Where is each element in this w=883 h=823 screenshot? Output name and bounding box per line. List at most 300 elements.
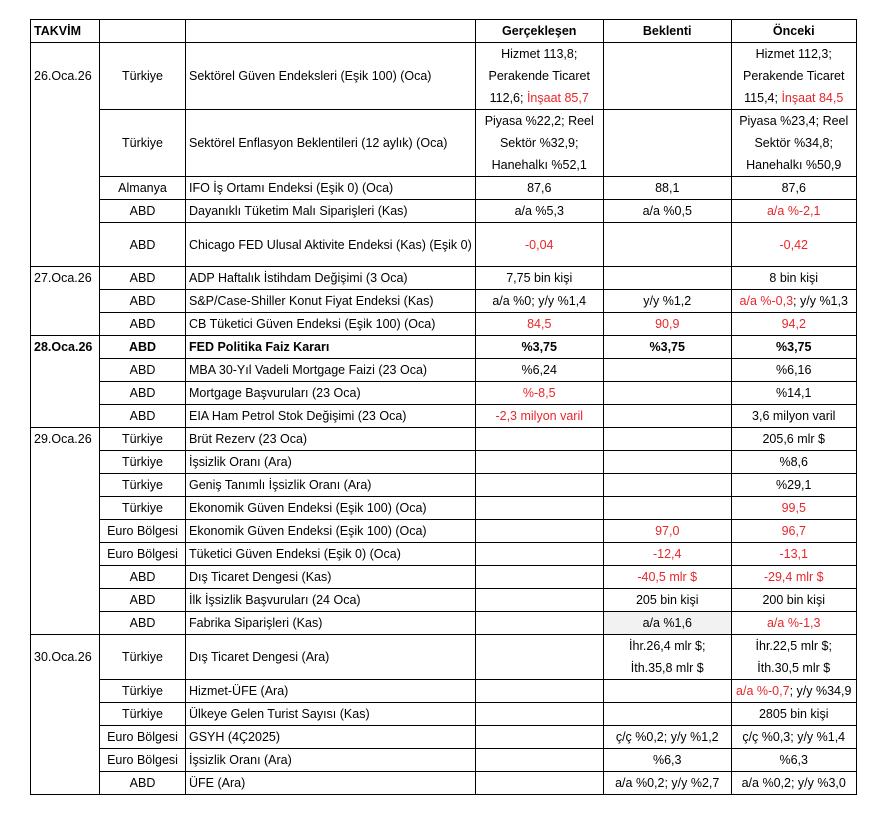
actual-cell <box>475 110 603 177</box>
event-cell: Ekonomik Güven Endeksi (Eşik 100) (Oca) <box>186 497 476 520</box>
event-cell: Fabrika Siparişleri (Kas) <box>186 612 476 635</box>
expected-cell <box>603 200 731 223</box>
o-value: Perakende Ticaret <box>743 69 845 83</box>
expected-cell <box>603 635 731 680</box>
event-cell: GSYH (4Ç2025) <box>186 726 476 749</box>
actual-cell <box>475 451 603 474</box>
actual-cell <box>475 405 603 428</box>
table-row <box>31 566 857 589</box>
o-value: a/a %-1,3 <box>766 616 821 630</box>
o-value: -29,4 mlr $ <box>763 570 824 584</box>
event-cell: Mortgage Başvuruları (23 Oca) <box>186 382 476 405</box>
o-value: 115,4; <box>744 91 782 105</box>
date-cell <box>31 405 100 428</box>
o-value: %8,6 <box>779 455 808 469</box>
table-row <box>31 43 857 110</box>
b-value: 90,9 <box>655 317 680 331</box>
event-cell: Brüt Rezerv (23 Oca) <box>186 428 476 451</box>
o-value: 8 bin kişi <box>769 271 819 285</box>
b-value: 88,1 <box>655 181 680 195</box>
country-cell: Türkiye <box>100 110 186 177</box>
o-value: Hizmet 112,3; <box>755 47 832 61</box>
country-cell: Euro Bölgesi <box>100 520 186 543</box>
o-value: a/a %-0,7 <box>736 684 790 698</box>
country-cell: ABD <box>100 223 186 267</box>
b-line <box>607 589 728 611</box>
country-cell: ABD <box>100 200 186 223</box>
table-row <box>31 177 857 200</box>
actual-cell <box>475 520 603 543</box>
header-onceki: Önceki <box>731 20 856 43</box>
previous-cell <box>731 497 856 520</box>
date-cell <box>31 772 100 795</box>
actual-cell <box>475 177 603 200</box>
o-value: %29,1 <box>776 478 812 492</box>
o-line <box>735 612 853 634</box>
table-row <box>31 612 857 635</box>
event-cell: Sektörel Güven Endeksleri (Eşik 100) (Oca) <box>186 43 476 110</box>
date-cell <box>31 177 100 200</box>
expected-cell <box>603 497 731 520</box>
expected-cell <box>603 177 731 200</box>
o-value: 94,2 <box>781 317 806 331</box>
actual-cell <box>475 223 603 267</box>
o-line <box>735 200 853 222</box>
table-row <box>31 267 857 290</box>
o-value: 96,7 <box>781 524 806 538</box>
date-cell <box>31 290 100 313</box>
b-value: %3,75 <box>649 340 685 354</box>
b-line <box>607 749 728 771</box>
expected-cell <box>603 749 731 772</box>
date-cell <box>31 703 100 726</box>
b-line <box>607 635 728 657</box>
o-line <box>735 359 853 381</box>
date-cell: 26.Oca.26 <box>31 43 100 110</box>
table-row <box>31 313 857 336</box>
country-cell: ABD <box>100 382 186 405</box>
o-value: 200 bin kişi <box>762 593 825 607</box>
country-cell: ABD <box>100 267 186 290</box>
date-cell <box>31 543 100 566</box>
table-row <box>31 726 857 749</box>
header-row <box>31 20 857 43</box>
date-cell: 30.Oca.26 <box>31 635 100 680</box>
date-cell <box>31 589 100 612</box>
previous-cell <box>731 359 856 382</box>
o-line <box>735 267 853 289</box>
actual-cell <box>475 359 603 382</box>
previous-cell <box>731 474 856 497</box>
country-cell: Euro Bölgesi <box>100 543 186 566</box>
previous-cell <box>731 267 856 290</box>
b-value: a/a %1,6 <box>642 616 692 630</box>
o-line <box>735 428 853 450</box>
o-line <box>735 336 853 358</box>
b-value: y/y %1,2 <box>643 294 692 308</box>
table-row <box>31 749 857 772</box>
date-cell <box>31 726 100 749</box>
actual-cell <box>475 566 603 589</box>
date-cell: 28.Oca.26 <box>31 336 100 359</box>
o-line <box>735 635 853 657</box>
actual-cell <box>475 680 603 703</box>
table-row <box>31 290 857 313</box>
country-cell: ABD <box>100 566 186 589</box>
g-value: Sektör %32,9; <box>499 136 579 150</box>
o-value: ; y/y %34,9 <box>789 684 852 698</box>
b-line <box>607 313 728 335</box>
g-line <box>479 132 600 154</box>
previous-cell <box>731 382 856 405</box>
expected-cell <box>603 612 731 635</box>
expected-cell <box>603 382 731 405</box>
g-line <box>479 65 600 87</box>
event-cell: EIA Ham Petrol Stok Değişimi (23 Oca) <box>186 405 476 428</box>
table-row <box>31 382 857 405</box>
b-value: -40,5 mlr $ <box>637 570 698 584</box>
o-value: -0,42 <box>779 237 808 252</box>
g-line <box>479 43 600 65</box>
o-line <box>735 87 853 109</box>
g-value: Hanehalkı %52,1 <box>491 158 587 172</box>
expected-cell <box>603 726 731 749</box>
previous-cell <box>731 336 856 359</box>
table-row <box>31 520 857 543</box>
g-line <box>479 359 600 381</box>
date-cell <box>31 749 100 772</box>
actual-cell <box>475 543 603 566</box>
country-cell: ABD <box>100 772 186 795</box>
o-value: %14,1 <box>776 386 812 400</box>
g-value: -2,3 milyon varil <box>495 409 583 423</box>
g-value: 84,5 <box>527 317 552 331</box>
o-value: İth.30,5 mlr $ <box>757 661 831 675</box>
table-row <box>31 359 857 382</box>
table-row <box>31 223 857 267</box>
b-value: -12,4 <box>652 547 682 561</box>
event-cell: Dayanıklı Tüketim Malı Siparişleri (Kas) <box>186 200 476 223</box>
b-line <box>607 657 728 679</box>
previous-cell <box>731 749 856 772</box>
country-cell: Türkiye <box>100 635 186 680</box>
date-cell <box>31 223 100 267</box>
header-takvim: TAKVİM <box>31 20 100 43</box>
date-cell <box>31 313 100 336</box>
g-line <box>479 382 600 404</box>
g-value: a/a %5,3 <box>514 204 564 218</box>
table-row <box>31 428 857 451</box>
b-value: a/a %0,2; y/y %2,7 <box>615 776 720 790</box>
o-line <box>735 290 853 312</box>
table-row <box>31 497 857 520</box>
table-row <box>31 405 857 428</box>
event-cell: Tüketici Güven Endeksi (Eşik 0) (Oca) <box>186 543 476 566</box>
event-cell: İşsizlik Oranı (Ara) <box>186 451 476 474</box>
o-line <box>735 313 853 335</box>
o-line <box>735 132 853 154</box>
actual-cell <box>475 772 603 795</box>
b-value: ç/ç %0,2; y/y %1,2 <box>615 730 719 744</box>
g-line <box>479 87 600 109</box>
b-line <box>607 726 728 748</box>
actual-cell <box>475 313 603 336</box>
o-value: 87,6 <box>781 181 806 195</box>
event-cell: Dış Ticaret Dengesi (Ara) <box>186 635 476 680</box>
b-line <box>607 612 728 634</box>
table-row <box>31 474 857 497</box>
country-cell: Almanya <box>100 177 186 200</box>
g-value: 112,6; <box>489 91 527 105</box>
previous-cell <box>731 520 856 543</box>
actual-cell <box>475 428 603 451</box>
o-value: %3,75 <box>776 340 812 354</box>
g-line <box>479 405 600 427</box>
table-row <box>31 589 857 612</box>
o-line <box>735 405 853 427</box>
date-cell <box>31 359 100 382</box>
expected-cell <box>603 680 731 703</box>
country-cell: Euro Bölgesi <box>100 749 186 772</box>
o-value: a/a %-2,1 <box>766 204 821 218</box>
calendar-body <box>31 43 857 795</box>
country-cell: ABD <box>100 589 186 612</box>
b-line <box>607 200 728 222</box>
o-value: ç/ç %0,3; y/y %1,4 <box>742 730 846 744</box>
o-value: %6,3 <box>779 753 808 767</box>
header-gerceklesen: Gerçekleşen <box>475 20 603 43</box>
o-value: 3,6 milyon varil <box>752 409 836 423</box>
country-cell: Türkiye <box>100 428 186 451</box>
g-line <box>479 110 600 132</box>
event-cell: Chicago FED Ulusal Aktivite Endeksi (Kas) (Eşik 0) <box>186 223 476 267</box>
o-line <box>735 110 853 132</box>
actual-cell <box>475 43 603 110</box>
country-cell: Türkiye <box>100 680 186 703</box>
table-row <box>31 200 857 223</box>
event-cell: Sektörel Enflasyon Beklentileri (12 aylık) (Oca) <box>186 110 476 177</box>
o-line <box>735 657 853 679</box>
expected-cell <box>603 267 731 290</box>
o-value: Sektör %34,8; <box>754 136 833 150</box>
previous-cell <box>731 428 856 451</box>
country-cell: ABD <box>100 359 186 382</box>
o-value: ; y/y %1,3 <box>793 294 848 308</box>
previous-cell <box>731 543 856 566</box>
b-line <box>607 336 728 358</box>
actual-cell <box>475 726 603 749</box>
o-value: -13,1 <box>779 547 808 561</box>
table-row <box>31 703 857 726</box>
date-cell <box>31 451 100 474</box>
expected-cell <box>603 223 731 267</box>
g-value: Perakende Ticaret <box>488 69 590 83</box>
event-cell: Geniş Tanımlı İşsizlik Oranı (Ara) <box>186 474 476 497</box>
g-value: a/a %0; y/y %1,4 <box>492 294 587 308</box>
g-value: İnşaat 85,7 <box>526 91 589 105</box>
date-cell <box>31 612 100 635</box>
event-cell: Dış Ticaret Dengesi (Kas) <box>186 566 476 589</box>
header-beklenti: Beklenti <box>603 20 731 43</box>
previous-cell <box>731 635 856 680</box>
b-value: İth.35,8 mlr $ <box>630 661 704 675</box>
expected-cell <box>603 474 731 497</box>
date-cell: 27.Oca.26 <box>31 267 100 290</box>
o-line <box>735 497 853 519</box>
date-cell <box>31 566 100 589</box>
event-cell: S&P/Case-Shiller Konut Fiyat Endeksi (Kas) <box>186 290 476 313</box>
event-cell: CB Tüketici Güven Endeksi (Eşik 100) (Oca) <box>186 313 476 336</box>
actual-cell <box>475 635 603 680</box>
country-cell: ABD <box>100 336 186 359</box>
g-value: %3,75 <box>521 340 557 354</box>
table-row <box>31 451 857 474</box>
economic-calendar-table <box>30 19 857 795</box>
expected-cell <box>603 43 731 110</box>
expected-cell <box>603 290 731 313</box>
header-event <box>186 20 476 43</box>
actual-cell <box>475 497 603 520</box>
event-cell: İlk İşsizlik Başvuruları (24 Oca) <box>186 589 476 612</box>
g-line <box>479 267 600 289</box>
expected-cell <box>603 543 731 566</box>
expected-cell <box>603 703 731 726</box>
date-cell <box>31 382 100 405</box>
previous-cell <box>731 612 856 635</box>
b-value: 97,0 <box>655 524 680 538</box>
b-value: İhr.26,4 mlr $; <box>629 639 706 653</box>
g-line <box>479 336 600 358</box>
previous-cell <box>731 589 856 612</box>
country-cell: Türkiye <box>100 43 186 110</box>
o-line <box>735 703 853 725</box>
event-cell: Ekonomik Güven Endeksi (Eşik 100) (Oca) <box>186 520 476 543</box>
event-cell: MBA 30-Yıl Vadeli Mortgage Faizi (23 Oca) <box>186 359 476 382</box>
event-cell: ÜFE (Ara) <box>186 772 476 795</box>
previous-cell <box>731 772 856 795</box>
actual-cell <box>475 749 603 772</box>
b-value: %6,3 <box>652 753 682 767</box>
expected-cell <box>603 772 731 795</box>
expected-cell <box>603 428 731 451</box>
o-line <box>735 680 853 702</box>
event-cell: ADP Haftalık İstihdam Değişimi (3 Oca) <box>186 267 476 290</box>
actual-cell <box>475 589 603 612</box>
header-country <box>100 20 186 43</box>
expected-cell <box>603 336 731 359</box>
o-line <box>735 154 853 176</box>
previous-cell <box>731 223 856 267</box>
o-line <box>735 566 853 588</box>
table-row <box>31 635 857 680</box>
expected-cell <box>603 405 731 428</box>
previous-cell <box>731 177 856 200</box>
actual-cell <box>475 290 603 313</box>
date-cell <box>31 680 100 703</box>
g-value: %-8,5 <box>522 386 556 400</box>
o-line <box>735 772 853 794</box>
country-cell: ABD <box>100 290 186 313</box>
table-row <box>31 336 857 359</box>
o-value: a/a %0,2; y/y %3,0 <box>741 776 846 790</box>
b-line <box>607 177 728 199</box>
o-line <box>735 382 853 404</box>
b-line <box>607 772 728 794</box>
actual-cell <box>475 703 603 726</box>
previous-cell <box>731 703 856 726</box>
expected-cell <box>603 359 731 382</box>
g-value: %6,24 <box>521 363 557 377</box>
date-cell <box>31 110 100 177</box>
actual-cell <box>475 200 603 223</box>
date-cell <box>31 474 100 497</box>
g-line <box>479 177 600 199</box>
o-value: 99,5 <box>781 501 806 515</box>
o-value: İhr.22,5 mlr $; <box>755 639 832 653</box>
o-line <box>735 43 853 65</box>
o-line <box>735 520 853 542</box>
country-cell: Türkiye <box>100 451 186 474</box>
g-line <box>479 154 600 176</box>
expected-cell <box>603 520 731 543</box>
o-value: %6,16 <box>776 363 812 377</box>
country-cell: Türkiye <box>100 703 186 726</box>
country-cell: ABD <box>100 612 186 635</box>
previous-cell <box>731 110 856 177</box>
expected-cell <box>603 313 731 336</box>
expected-cell <box>603 451 731 474</box>
o-line <box>735 726 853 748</box>
actual-cell <box>475 267 603 290</box>
date-cell <box>31 520 100 543</box>
g-value: -0,04 <box>524 237 554 252</box>
g-value: Piyasa %22,2; Reel <box>484 114 594 128</box>
event-cell: IFO İş Ortamı Endeksi (Eşik 0) (Oca) <box>186 177 476 200</box>
o-line <box>735 543 853 565</box>
b-line <box>607 520 728 542</box>
date-cell <box>31 200 100 223</box>
table-row <box>31 680 857 703</box>
country-cell: Türkiye <box>100 474 186 497</box>
previous-cell <box>731 680 856 703</box>
b-line <box>607 290 728 312</box>
g-value: 87,6 <box>527 181 552 195</box>
b-value: a/a %0,5 <box>642 204 692 218</box>
o-line <box>735 177 853 199</box>
b-line <box>607 566 728 588</box>
country-cell: ABD <box>100 313 186 336</box>
o-line <box>735 749 853 771</box>
b-value: 205 bin kişi <box>635 593 699 607</box>
g-line <box>479 234 600 256</box>
country-cell: Euro Bölgesi <box>100 726 186 749</box>
previous-cell <box>731 43 856 110</box>
g-line <box>479 200 600 222</box>
date-cell: 29.Oca.26 <box>31 428 100 451</box>
event-cell: İşsizlik Oranı (Ara) <box>186 749 476 772</box>
o-line <box>735 234 853 256</box>
previous-cell <box>731 726 856 749</box>
event-cell: Hizmet-ÜFE (Ara) <box>186 680 476 703</box>
previous-cell <box>731 200 856 223</box>
actual-cell <box>475 382 603 405</box>
actual-cell <box>475 612 603 635</box>
g-line <box>479 290 600 312</box>
o-line <box>735 65 853 87</box>
actual-cell <box>475 474 603 497</box>
o-value: 2805 bin kişi <box>758 707 829 721</box>
country-cell: ABD <box>100 405 186 428</box>
